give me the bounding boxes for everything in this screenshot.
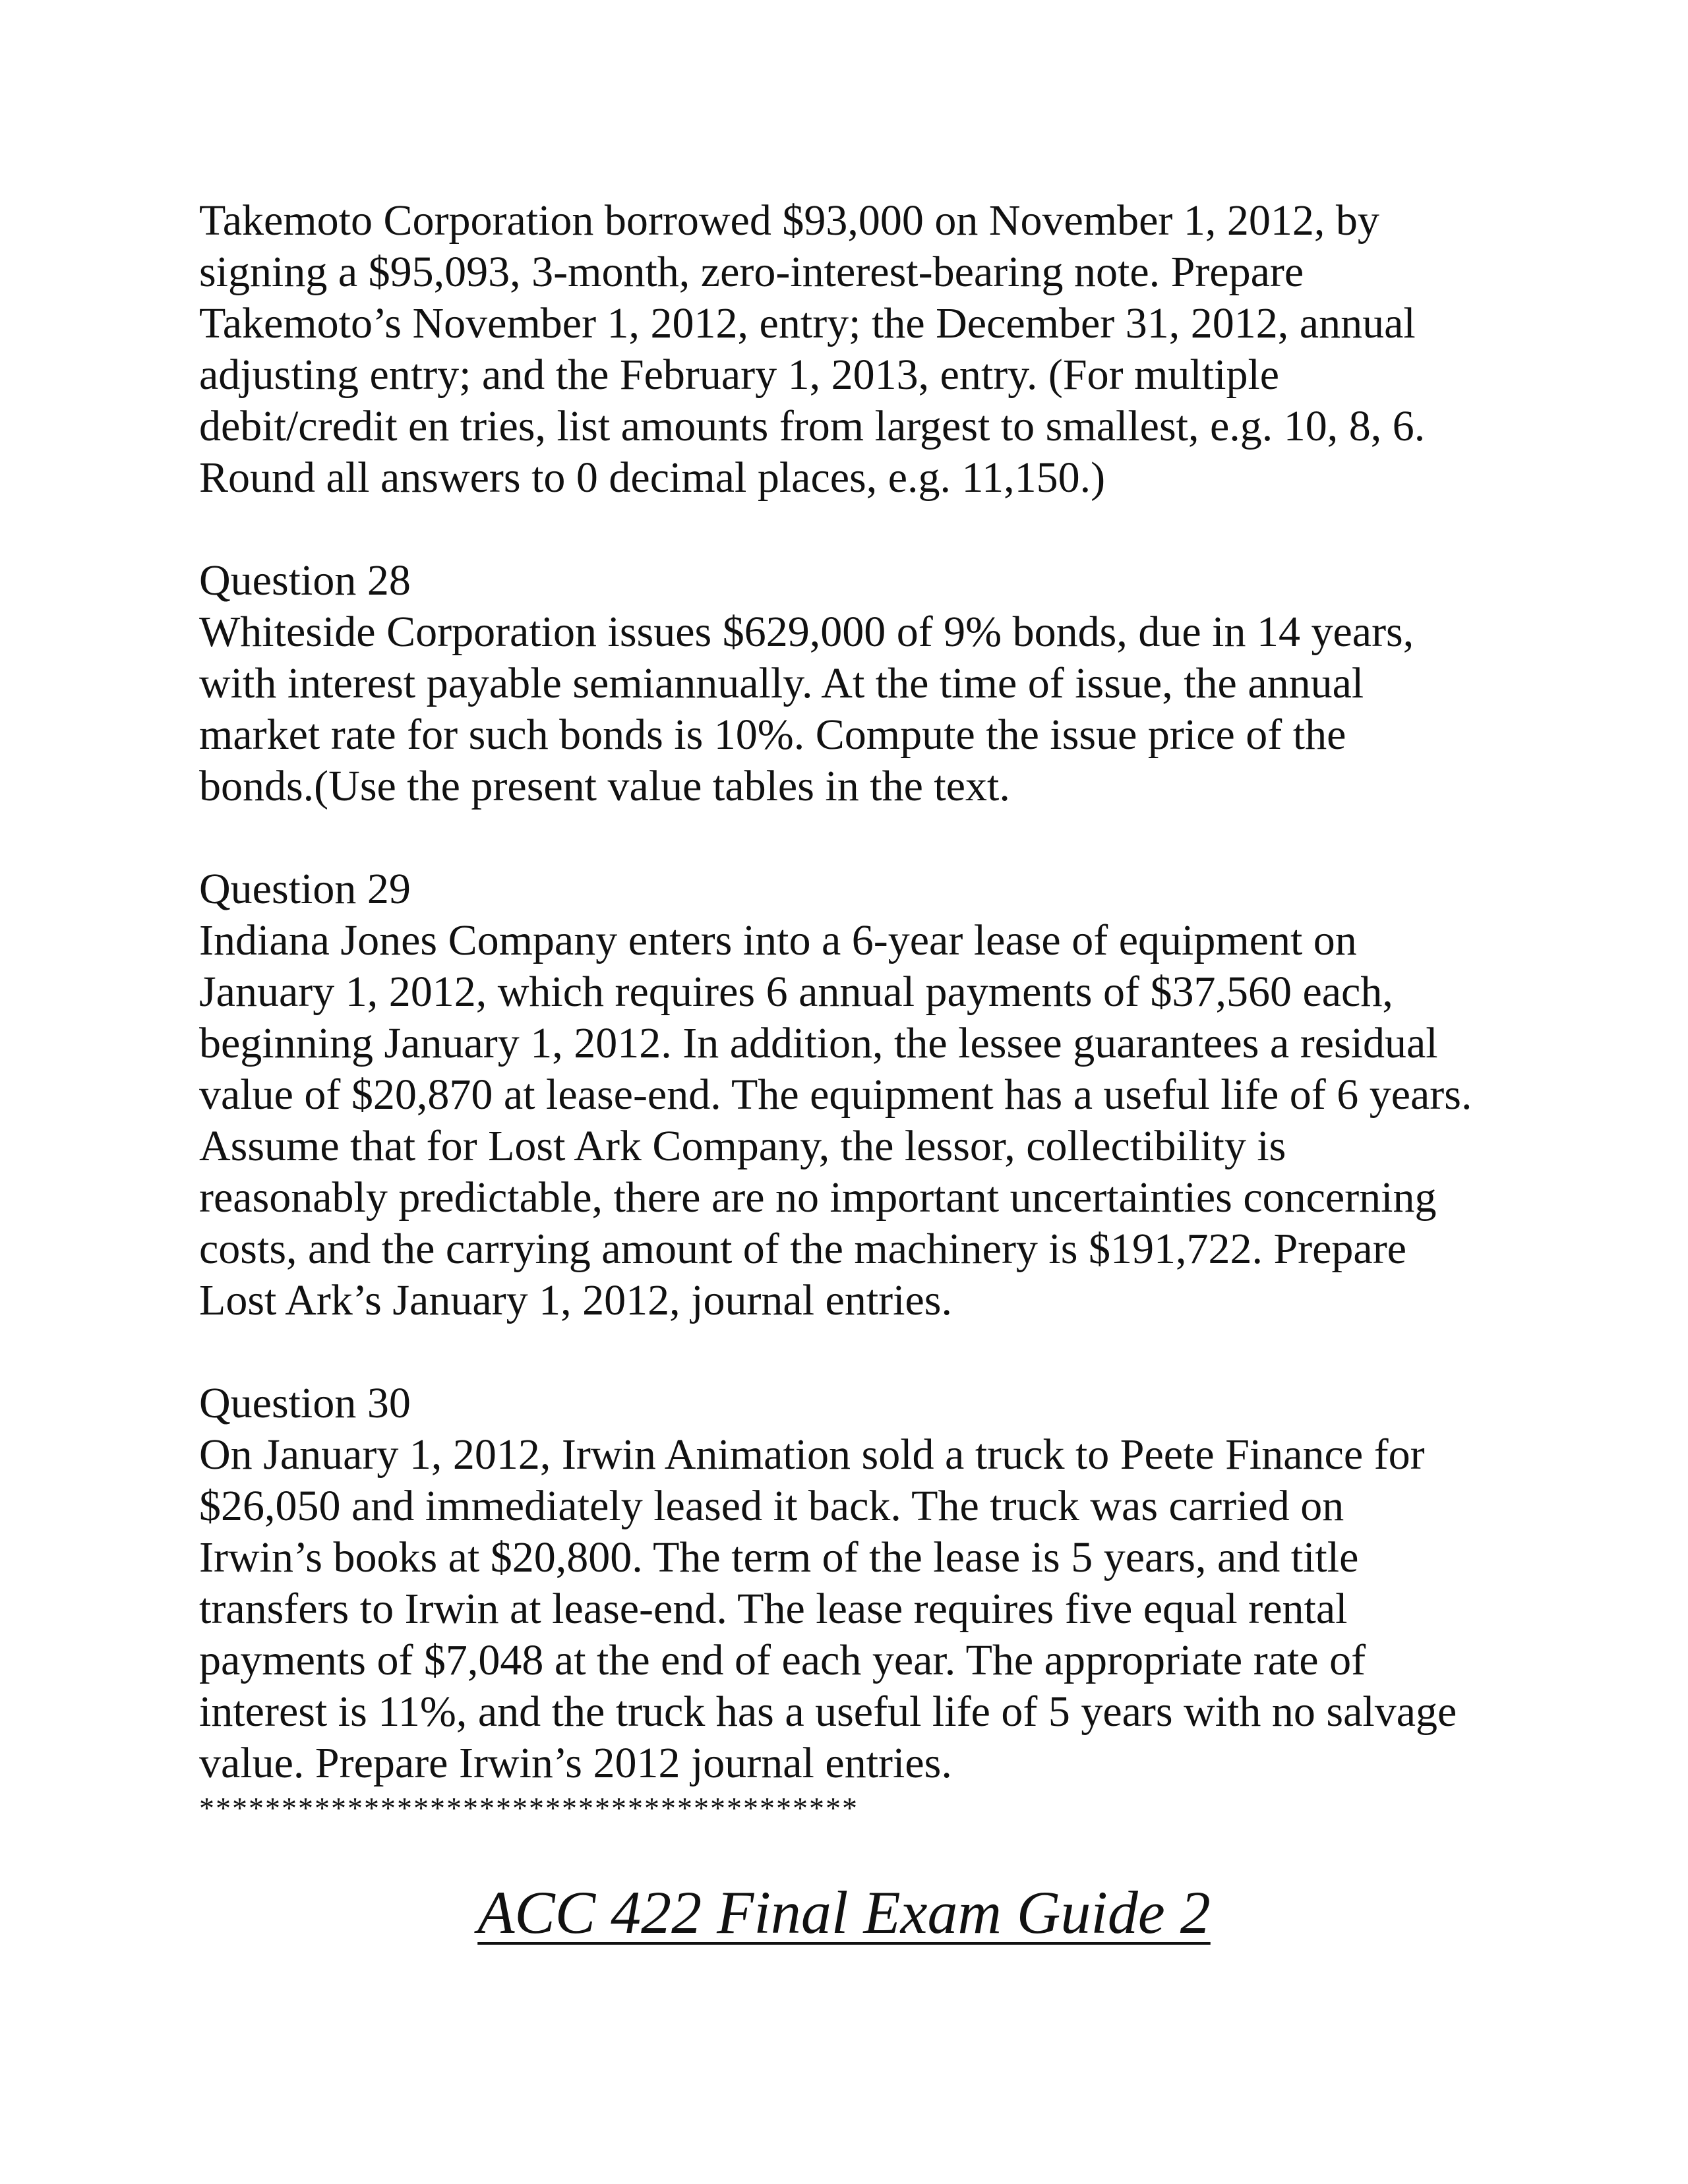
text-line: costs, and the carrying amount of the machinery is $191,722. Prepare xyxy=(199,1225,1406,1273)
question-heading: Question 28 xyxy=(199,556,411,605)
text-line: reasonably predictable, there are no important uncertainties concerning xyxy=(199,1173,1437,1222)
text-line: Takemoto Corporation borrowed $93,000 on November 1, 2012, by xyxy=(199,196,1379,245)
text-line: market rate for such bonds is 10%. Compute the issue price of the xyxy=(199,711,1346,759)
footer-title: ACC 422 Final Exam Guide 2 xyxy=(477,1879,1211,1946)
text-line: Round all answers to 0 decimal places, e.g. 11,150.) xyxy=(199,454,1106,502)
paragraph-gap xyxy=(199,812,1518,864)
text-line: with interest payable semiannually. At the time of issue, the annual xyxy=(199,659,1364,707)
text-line: January 1, 2012, which requires 6 annual payments of $37,560 each, xyxy=(199,968,1393,1016)
text-line: beginning January 1, 2012. In addition, the lessee guarantees a residual xyxy=(199,1019,1438,1067)
question-heading: Question 30 xyxy=(199,1379,411,1427)
text-line: value of $20,870 at lease-end. The equipment has a useful life of 6 years. xyxy=(199,1071,1472,1119)
text-line: interest is 11%, and the truck has a useful life of 5 years with no salvage xyxy=(199,1688,1457,1736)
paragraph-gap xyxy=(199,504,1518,555)
text-line: signing a $95,093, 3-month, zero-interest-bearing note. Prepare xyxy=(199,248,1304,296)
question-28 xyxy=(199,555,1518,812)
text-line: Takemoto’s November 1, 2012, entry; the December 31, 2012, annual xyxy=(199,299,1416,347)
text-line: Assume that for Lost Ark Company, the lessor, collectibility is xyxy=(199,1122,1286,1170)
document-page xyxy=(199,195,1518,1823)
text-line: Indiana Jones Company enters into a 6-year lease of equipment on xyxy=(199,916,1357,964)
text-line: payments of $7,048 at the end of each year. The appropriate rate of xyxy=(199,1636,1366,1684)
paragraph-gap xyxy=(199,1326,1518,1378)
question-29 xyxy=(199,864,1518,1326)
asterisk-separator: **************************************** xyxy=(199,1791,859,1825)
text-line: On January 1, 2012, Irwin Animation sold a truck to Peete Finance for xyxy=(199,1431,1425,1479)
text-line: adjusting entry; and the February 1, 2013, entry. (For multiple xyxy=(199,351,1280,399)
text-line: bonds.(Use the present value tables in the text. xyxy=(199,762,1010,810)
text-line: $26,050 and immediately leased it back. The truck was carried on xyxy=(199,1482,1344,1530)
intro-paragraph xyxy=(199,195,1518,504)
text-line: Whiteside Corporation issues $629,000 of 9% bonds, due in 14 years, xyxy=(199,608,1414,656)
text-line: Irwin’s books at $20,800. The term of the lease is 5 years, and title xyxy=(199,1533,1359,1581)
text-line: Lost Ark’s January 1, 2012, journal entries. xyxy=(199,1276,952,1324)
question-heading: Question 29 xyxy=(199,865,411,913)
text-line: transfers to Irwin at lease-end. The lease requires five equal rental xyxy=(199,1585,1348,1633)
question-30 xyxy=(199,1378,1518,1789)
text-line: debit/credit en tries, list amounts from largest to smallest, e.g. 10, 8, 6. xyxy=(199,402,1426,450)
text-line: value. Prepare Irwin’s 2012 journal entries. xyxy=(199,1739,952,1787)
